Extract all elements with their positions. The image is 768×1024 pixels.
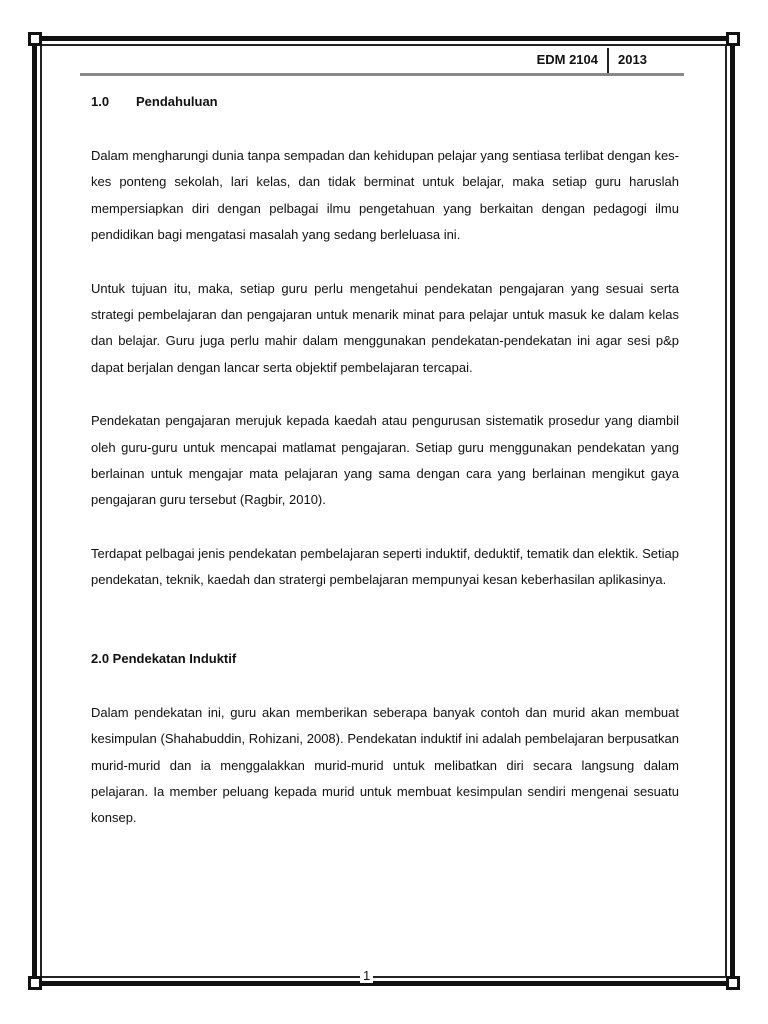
page-header bbox=[80, 48, 684, 74]
paragraph: Untuk tujuan itu, maka, setiap guru perlu mengetahui pendekatan pengajaran yang sesuai serta strategi pembelajaran dan pengajaran untuk menarik minat para pelajar untuk masuk ke dalam kelas dan belajar. Guru juga perlu mahir dalam menggunakan pendekatan-pendekatan ini agar sesi p&p dapat berjalan dengan lancar serta objektif pembelajaran tercapai. bbox=[91, 280, 679, 375]
section-heading-pendahuluan bbox=[91, 92, 679, 112]
paragraph: Pendekatan pengajaran merujuk kepada kaedah atau pengurusan sistematik prosedur yang diambil oleh guru-guru untuk mencapai matlamat pengajaran. Setiap guru menggunakan pendekatan yang berlainan untuk mengajar mata pelajaran yang sama dengan cara yang berlainan mengikut gaya pengajaran guru tersebut (Ragbir, 2010). bbox=[91, 413, 679, 508]
section-heading-induktif: 2.0 Pendekatan Induktif bbox=[91, 650, 237, 666]
paragraph: Terdapat pelbagai jenis pendekatan pembelajaran seperti induktif, deduktif, tematik dan elektik. Setiap pendekatan, teknik, kaedah dan stratergi pembelajaran mempunyai kesan keberhasilan aplikasinya. bbox=[91, 545, 679, 588]
paragraph: Dalam mengharungi dunia tanpa sempadan dan kehidupan pelajar yang sentiasa terlibat dengan kes-kes ponteng sekolah, lari kelas, dan tidak berminat untuk belajar, maka setiap guru haruslah mempersiapkan diri dengan pelbagai ilmu pengetahuan yang berkaitan dengan pedagogi ilmu pendidikan bagi mengatasi masalah yang sedang berleluasa ini. bbox=[91, 148, 679, 243]
document-body bbox=[91, 92, 679, 832]
section-title: Pendahuluan bbox=[136, 94, 218, 109]
page-number: 1 bbox=[360, 968, 373, 983]
border-corner-bottom-left bbox=[28, 976, 42, 990]
paragraph: Dalam pendekatan ini, guru akan memberikan seberapa banyak contoh dan murid akan membuat kesimpulan (Shahabuddin, Rohizani, 2008). Pendekatan induktif ini adalah pembelajaran berpusatkan murid-murid dan ia menggalakkan murid-murid untuk melibatkan diri secara langsung dalam pelajaran. Ia member peluang kepada murid untuk membuat kesimpulan sendiri mengenai sesuatu konsep. bbox=[91, 704, 679, 826]
border-corner-top-right bbox=[726, 32, 740, 46]
header-rule bbox=[80, 73, 684, 76]
header-course-code: EDM 2104 bbox=[536, 52, 598, 67]
header-divider bbox=[607, 48, 609, 76]
border-corner-top-left bbox=[28, 32, 42, 46]
section-number: 1.0 bbox=[91, 94, 110, 109]
border-corner-bottom-right bbox=[726, 976, 740, 990]
header-year: 2013 bbox=[618, 52, 647, 67]
